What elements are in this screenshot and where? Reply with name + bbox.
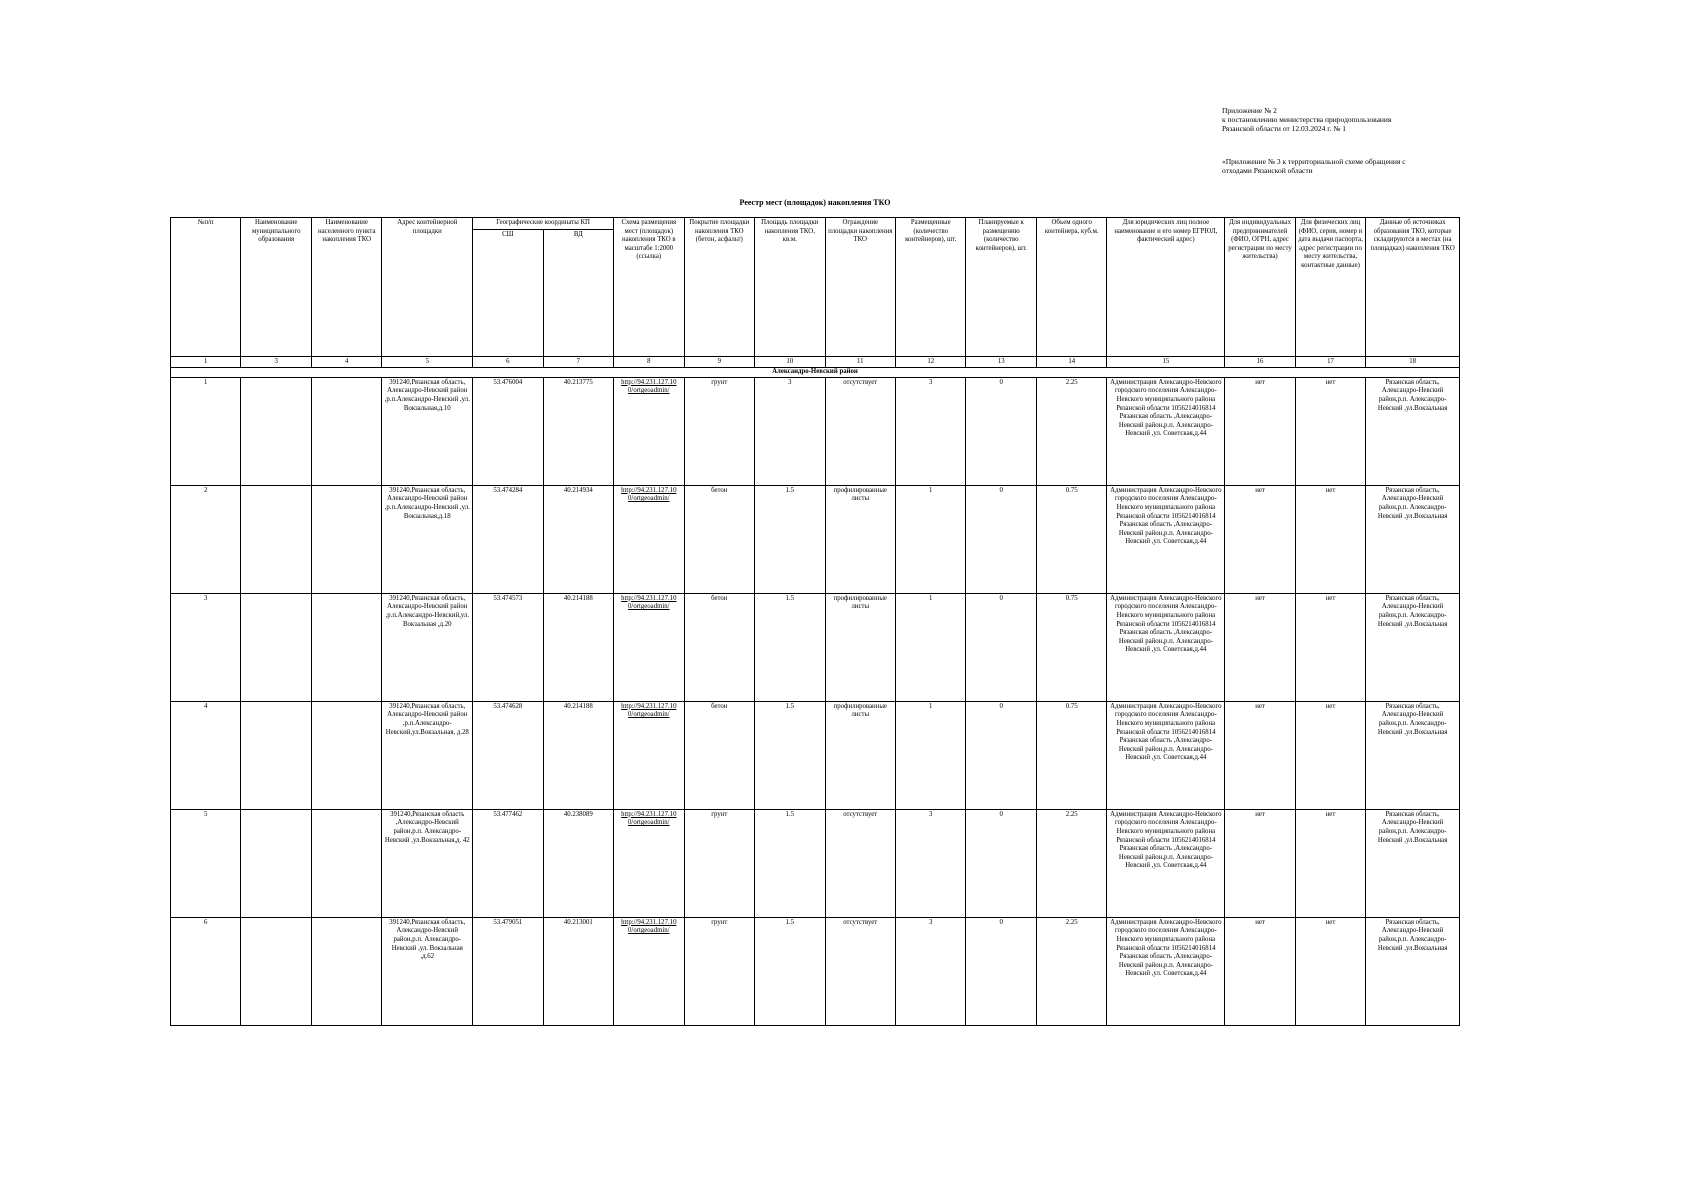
column-number: 7: [543, 356, 614, 368]
cell-area: 1.5: [755, 701, 825, 809]
cell-settlement: [311, 485, 381, 593]
cell-number: 4: [171, 701, 241, 809]
cell-number: 1: [171, 377, 241, 485]
cell-legal: Администрация Александро-Невского городского поселения Александро-Невского муниципального района Рязанской области 1056214016814 Рязанская область ,Александро-Невский район,р.п. Александро-Невский ,ул. Советская,д.44: [1107, 593, 1225, 701]
cell-area: 1.5: [755, 917, 825, 1025]
cell-lat: 53.474284: [473, 485, 543, 593]
header-legal: Для юридических лиц полное наименование и его номер ЕГРЮЛ, фактический адрес): [1107, 218, 1225, 357]
cell-volume: 2.25: [1036, 809, 1106, 917]
cell-scheme: [614, 809, 684, 917]
cell-individual: нет: [1295, 485, 1365, 593]
cell-scheme: [614, 377, 684, 485]
cell-planned: 0: [966, 377, 1036, 485]
cell-cover: грунт: [684, 917, 754, 1025]
header-planned: Планируемые к размещению (количество контейнеров), шт.: [966, 218, 1036, 357]
cell-planned: 0: [966, 701, 1036, 809]
cell-address: 391240,Рязанская область, Александро-Невский район ,р.п.Александро-Невский,ул. Вокзальная ,д.20: [382, 593, 473, 701]
column-number: 15: [1107, 356, 1225, 368]
cell-source: Рязанская область, Александро-Невский район,р.п. Александро-Невский ,ул.Вокзальная: [1366, 485, 1460, 593]
cell-fence: профилированные листы: [825, 593, 895, 701]
cell-area: 3: [755, 377, 825, 485]
column-number: 12: [896, 356, 966, 368]
column-number: 1: [171, 356, 241, 368]
scheme-link[interactable]: http://94.231.127.10 0/ortgeoadmin/: [621, 486, 677, 503]
appendix-line: отходами Рязанской области: [1222, 166, 1313, 175]
table-row: [171, 701, 1460, 809]
cell-placed: 3: [896, 377, 966, 485]
cell-area: 1.5: [755, 593, 825, 701]
cell-volume: 2.25: [1036, 917, 1106, 1025]
column-number: 3: [241, 356, 311, 368]
cell-lon: 40.214188: [543, 701, 614, 809]
cell-address: 391240,Рязанская область, Александро-Невский район ,р.п.Александро-Невский ,ул. Вокзальная,д.18: [382, 485, 473, 593]
header-npp: №п/п: [171, 218, 241, 357]
cell-volume: 0.75: [1036, 485, 1106, 593]
table-row: [171, 917, 1460, 1025]
header-geo: Географические координаты КП: [473, 218, 614, 230]
cell-individual: нет: [1295, 593, 1365, 701]
cell-planned: 0: [966, 593, 1036, 701]
header-address: Адрес контейнерной площадки: [382, 218, 473, 357]
cell-scheme: [614, 701, 684, 809]
cell-cover: бетон: [684, 485, 754, 593]
column-number: 5: [382, 356, 473, 368]
cell-cover: бетон: [684, 593, 754, 701]
cell-fence: отсутствует: [825, 809, 895, 917]
cell-lon: 40.214934: [543, 485, 614, 593]
cell-settlement: [311, 917, 381, 1025]
district-name: Александро-Невский район: [171, 368, 1460, 378]
cell-ip: нет: [1225, 917, 1295, 1025]
cell-number: 5: [171, 809, 241, 917]
cell-fence: отсутствует: [825, 377, 895, 485]
cell-address: 391240,Рязанская область ,Александро-Невский район,р.п. Александро-Невский ,ул.Вокзальная,д. 42: [382, 809, 473, 917]
cell-ip: нет: [1225, 809, 1295, 917]
cell-lat: 53.476004: [473, 377, 543, 485]
cell-lat: 53.474628: [473, 701, 543, 809]
cell-cover: бетон: [684, 701, 754, 809]
cell-number: 6: [171, 917, 241, 1025]
appendix-line: Приложение № 2: [1222, 106, 1277, 115]
registry-table: [170, 217, 1460, 1026]
cell-lat: 53.477462: [473, 809, 543, 917]
header-source: Данные об источниках образования ТКО, которые складируются в местах (на площадках) накопления ТКО: [1366, 218, 1460, 357]
column-number: 17: [1295, 356, 1365, 368]
table-row: [171, 809, 1460, 917]
cell-scheme: [614, 593, 684, 701]
cell-address: 391240,Рязанская область, Александро-Невский район ,р.п.Александро-Невский,ул.Вокзальная, д.28: [382, 701, 473, 809]
cell-legal: Администрация Александро-Невского городского поселения Александро-Невского муниципального района Рязанской области 1056214016814 Рязанская область ,Александро-Невский район,р.п. Александро-Невский ,ул. Советская,д.44: [1107, 377, 1225, 485]
cell-volume: 0.75: [1036, 593, 1106, 701]
cell-fence: профилированные листы: [825, 485, 895, 593]
cell-lon: 40.213001: [543, 917, 614, 1025]
cell-source: Рязанская область, Александро-Невский район,р.п. Александро-Невский ,ул.Вокзальная: [1366, 701, 1460, 809]
cell-address: 391240,Рязанская область, Александро-Невский район ,р.п.Александро-Невский ,ул. Вокзальная,д.10: [382, 377, 473, 485]
cell-ip: нет: [1225, 701, 1295, 809]
header-placed: Размещенные (количество контейнеров), шт.: [896, 218, 966, 357]
table-row: [171, 485, 1460, 593]
cell-fence: отсутствует: [825, 917, 895, 1025]
cell-address: 391240,Рязанская область, Александро-Невский район,р.п. Александро-Невский ,ул. Вокзальная ,д.62: [382, 917, 473, 1025]
cell-municipality: [241, 809, 311, 917]
column-number: 14: [1036, 356, 1106, 368]
cell-cover: грунт: [684, 809, 754, 917]
cell-area: 1.5: [755, 809, 825, 917]
cell-settlement: [311, 809, 381, 917]
cell-source: Рязанская область, Александро-Невский район,р.п. Александро-Невский ,ул.Вокзальная: [1366, 377, 1460, 485]
header-cover: Покрытие площадки накопления ТКО (бетон, асфальт): [684, 218, 754, 357]
cell-placed: 1: [896, 701, 966, 809]
cell-placed: 3: [896, 809, 966, 917]
cell-source: Рязанская область, Александро-Невский район,р.п. Александро-Невский ,ул.Вокзальная: [1366, 917, 1460, 1025]
cell-placed: 1: [896, 485, 966, 593]
cell-volume: 2.25: [1036, 377, 1106, 485]
column-number: 4: [311, 356, 381, 368]
cell-planned: 0: [966, 809, 1036, 917]
appendix-block: [1222, 106, 1472, 175]
column-number: 8: [614, 356, 684, 368]
cell-scheme: [614, 917, 684, 1025]
header-area: Площадь площадки накопления ТКО, кв.м.: [755, 218, 825, 357]
cell-lat: 53.474573: [473, 593, 543, 701]
header-municipality: Наименование муниципального образования: [241, 218, 311, 357]
cell-lon: 40.213775: [543, 377, 614, 485]
column-number: 6: [473, 356, 543, 368]
column-number-row: [171, 356, 1460, 368]
cell-cover: грунт: [684, 377, 754, 485]
district-row: [171, 368, 1460, 378]
appendix-line: «Приложение № 3 к территориальной схеме обращения с: [1222, 157, 1406, 166]
cell-lat: 53.479051: [473, 917, 543, 1025]
cell-municipality: [241, 593, 311, 701]
cell-ip: нет: [1225, 485, 1295, 593]
header-scheme: Схема размещения мест (площадок) накопления ТКО в масштабе 1:2000 (ссылка): [614, 218, 684, 357]
cell-placed: 1: [896, 593, 966, 701]
cell-ip: нет: [1225, 377, 1295, 485]
cell-settlement: [311, 701, 381, 809]
appendix-line: к постановлению министерства природопользования: [1222, 115, 1392, 124]
cell-volume: 0.75: [1036, 701, 1106, 809]
column-number: 10: [755, 356, 825, 368]
cell-municipality: [241, 377, 311, 485]
document-title: Реестр мест (площадок) накопления ТКО: [739, 198, 891, 207]
cell-source: Рязанская область, Александро-Невский район,р.п. Александро-Невский ,ул.Вокзальная: [1366, 809, 1460, 917]
cell-lon: 40.238089: [543, 809, 614, 917]
cell-legal: Администрация Александро-Невского городского поселения Александро-Невского муниципального района Рязанской области 1056214016814 Рязанская область ,Александро-Невский район,р.п. Александро-Невский ,ул. Советская,д.44: [1107, 917, 1225, 1025]
header-fence: Ограждение площадки накопления ТКО: [825, 218, 895, 357]
cell-ip: нет: [1225, 593, 1295, 701]
header-lon: ВД: [543, 229, 614, 356]
cell-individual: нет: [1295, 809, 1365, 917]
column-number: 16: [1225, 356, 1295, 368]
scheme-link[interactable]: http://94.231.127.10 0/ortgeoadmin/: [621, 918, 677, 935]
cell-municipality: [241, 701, 311, 809]
header-ip: Для индивидуальных предпринимателей (ФИО, ОГРН, адрес регистрации по месту жительства): [1225, 218, 1295, 357]
scheme-link[interactable]: http://94.231.127.10 0/ortgeoadmin/: [621, 702, 677, 719]
cell-settlement: [311, 377, 381, 485]
scheme-link[interactable]: http://94.231.127.10 0/ortgeoadmin/: [621, 594, 677, 611]
column-number: 11: [825, 356, 895, 368]
header-lat: СШ: [473, 229, 543, 356]
cell-area: 1.5: [755, 485, 825, 593]
cell-source: Рязанская область, Александро-Невский район,р.п. Александро-Невский ,ул.Вокзальная: [1366, 593, 1460, 701]
cell-individual: нет: [1295, 377, 1365, 485]
cell-placed: 3: [896, 917, 966, 1025]
cell-scheme: [614, 485, 684, 593]
appendix-line: Рязанской области от 12.03.2024 г. № 1: [1222, 124, 1347, 133]
cell-lon: 40.214188: [543, 593, 614, 701]
cell-number: 3: [171, 593, 241, 701]
cell-planned: 0: [966, 485, 1036, 593]
cell-legal: Администрация Александро-Невского городского поселения Александро-Невского муниципального района Рязанской области 1056214016814 Рязанская область ,Александро-Невский район,р.п. Александро-Невский ,ул. Советская,д.44: [1107, 809, 1225, 917]
cell-fence: профилированные листы: [825, 701, 895, 809]
column-number: 13: [966, 356, 1036, 368]
table-row: [171, 593, 1460, 701]
cell-number: 2: [171, 485, 241, 593]
cell-individual: нет: [1295, 917, 1365, 1025]
cell-settlement: [311, 593, 381, 701]
cell-legal: Администрация Александро-Невского городского поселения Александро-Невского муниципального района Рязанской области 1056214016814 Рязанская область ,Александро-Невский район,р.п. Александро-Невский ,ул. Советская,д.44: [1107, 701, 1225, 809]
cell-legal: Администрация Александро-Невского городского поселения Александро-Невского муниципального района Рязанской области 1056214016814 Рязанская область ,Александро-Невский район,р.п. Александро-Невский ,ул. Советская,д.44: [1107, 485, 1225, 593]
table-row: [171, 377, 1460, 485]
header-volume: Объем одного контейнера, куб.м.: [1036, 218, 1106, 357]
cell-municipality: [241, 917, 311, 1025]
cell-planned: 0: [966, 917, 1036, 1025]
cell-individual: нет: [1295, 701, 1365, 809]
column-number: 9: [684, 356, 754, 368]
header-settlement: Наименование населенного пункта накопления ТКО: [311, 218, 381, 357]
header-individual: Для физических лиц (ФИО, серия, номер и дата выдачи паспорта, адрес регистрации по месту жительства, контактные данные): [1295, 218, 1365, 357]
cell-municipality: [241, 485, 311, 593]
scheme-link[interactable]: http://94.231.127.10 0/ortgeoadmin/: [621, 810, 677, 827]
scheme-link[interactable]: http://94.231.127.10 0/ortgeoadmin/: [621, 378, 677, 395]
column-number: 18: [1366, 356, 1460, 368]
